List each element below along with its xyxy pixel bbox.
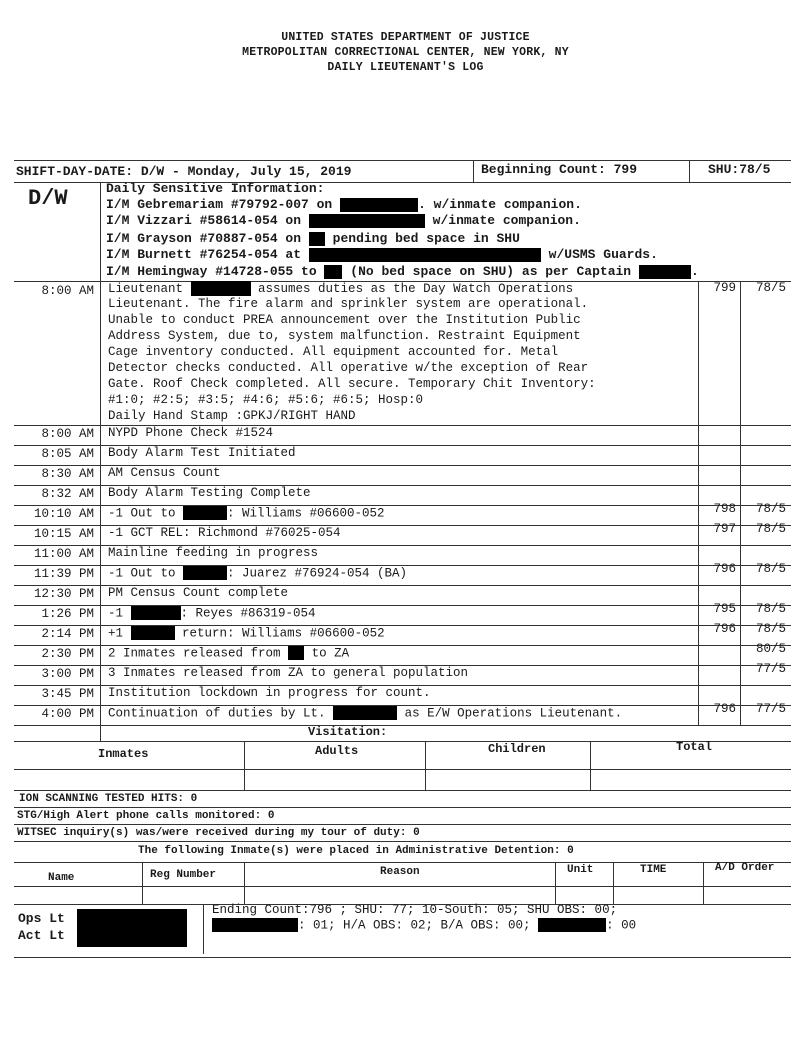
entry-count: 797 [713, 522, 736, 536]
visitation-inmates: Inmates [98, 747, 149, 761]
entry-time: 10:15 AM [33, 527, 94, 541]
shift-day-date: SHIFT-DAY-DATE: D/W - Monday, July 15, 2019 [16, 164, 352, 179]
visitation-children: Children [488, 742, 546, 756]
divider [689, 160, 690, 182]
entry-text: Unable to conduct PREA announcement over the Institution Public [108, 313, 581, 327]
redaction [183, 506, 227, 520]
col-reason: Reason [380, 866, 420, 878]
entry-shu: 77/5 [755, 662, 786, 676]
entry-count: 796 [713, 702, 736, 716]
entry-text: Mainline feeding in progress [108, 546, 319, 560]
sensitive-line-2: I/M Vizzari #58614-054 on w/inmate companion. [106, 213, 581, 228]
entry-text: Lieutenant. The fire alarm and sprinkler system are operational. [108, 297, 589, 311]
entry-text: 3 Inmates released from ZA to general population [108, 666, 469, 680]
entry-time: 8:00 AM [41, 427, 94, 441]
witsec: WITSEC inquiry(s) was/were received during my tour of duty: 0 [17, 827, 420, 839]
entry-text: AM Census Count [108, 466, 221, 480]
redaction [183, 566, 227, 580]
divider [555, 862, 556, 904]
entry-time: 10:10 AM [33, 507, 94, 521]
redaction [131, 626, 175, 640]
entry-time: 11:39 PM [33, 567, 94, 581]
redaction [639, 265, 691, 279]
divider [203, 904, 204, 954]
department-title: UNITED STATES DEPARTMENT OF JUSTICE [281, 31, 530, 44]
redaction [191, 281, 251, 296]
entry-text: Detector checks conducted. All operative w/the exception of Rear [108, 361, 589, 375]
entry-text: -1 : Reyes #86319-054 [108, 606, 316, 621]
beginning-count: Beginning Count: 799 [481, 162, 638, 177]
entry-time: 11:00 AM [33, 547, 94, 561]
redaction [212, 918, 298, 932]
divider [14, 807, 791, 808]
shift-code: D/W [28, 186, 68, 211]
entry-time: 8:00 AM [41, 284, 94, 298]
sensitive-line-3: I/M Grayson #70887-054 on pending bed space in SHU [106, 231, 520, 246]
redaction [309, 232, 325, 246]
entry-time: 8:32 AM [41, 487, 94, 501]
entry-text: Body Alarm Test Initiated [108, 446, 296, 460]
entry-time: 3:00 PM [41, 667, 94, 681]
divider [590, 741, 591, 791]
entry-text: Body Alarm Testing Complete [108, 486, 311, 500]
divider [14, 769, 791, 770]
entry-time: 3:45 PM [41, 687, 94, 701]
divider [244, 741, 245, 791]
entry-text: Gate. Roof Check completed. All secure. Temporary Chit Inventory: [108, 377, 596, 391]
entry-count: 799 [713, 281, 736, 295]
entry-count: 798 [713, 502, 736, 516]
sensitive-title: Daily Sensitive Information: [106, 181, 325, 196]
col-time: TIME [640, 864, 667, 876]
sensitive-line-4: I/M Burnett #76254-054 at w/USMS Guards. [106, 247, 658, 262]
redaction [309, 214, 425, 228]
divider [740, 281, 741, 725]
entry-text: Cage inventory conducted. All equipment accounted for. Metal [108, 345, 559, 359]
divider [473, 160, 474, 182]
ending-count: Ending Count:796 ; SHU: 77; 10-South: 05; SHU OBS: 00; [212, 903, 618, 917]
divider [14, 824, 791, 825]
entry-text: Institution lockdown in progress for count. [108, 686, 431, 700]
redaction [340, 198, 418, 212]
log-title: DAILY LIEUTENANT'S LOG [327, 61, 484, 74]
redaction [324, 265, 342, 279]
entry-time: 2:30 PM [41, 647, 94, 661]
divider [14, 160, 791, 161]
redaction [309, 248, 541, 262]
stg-calls: STG/High Alert phone calls monitored: 0 [17, 810, 275, 822]
divider [613, 862, 614, 904]
center-title: METROPOLITAN CORRECTIONAL CENTER, NEW YORK, NY [242, 46, 569, 59]
redaction [538, 918, 606, 932]
sensitive-line-1: I/M Gebremariam #79792-007 on . w/inmate companion. [106, 197, 582, 212]
divider [14, 957, 791, 958]
entry-text: -1 GCT REL: Richmond #76025-054 [108, 526, 341, 540]
entry-text: NYPD Phone Check #1524 [108, 426, 274, 440]
visitation-adults: Adults [315, 744, 359, 758]
entry-text: -1 Out to : Williams #06600-052 [108, 506, 385, 521]
entry-count: 795 [713, 602, 736, 616]
entry-shu: 78/5 [755, 602, 786, 616]
divider [14, 886, 791, 887]
sensitive-line-5: I/M Hemingway #14728-055 to (No bed space on SHU) as per Captain . [106, 264, 699, 279]
divider [703, 862, 704, 904]
entry-shu: 78/5 [755, 502, 786, 516]
entry-text: Daily Hand Stamp :GPKJ/RIGHT HAND [108, 409, 356, 423]
entry-time: 8:30 AM [41, 467, 94, 481]
entry-count: 796 [713, 562, 736, 576]
entry-count: 796 [713, 622, 736, 636]
entry-time: 2:14 PM [41, 627, 94, 641]
divider [14, 790, 791, 791]
divider [14, 741, 791, 742]
divider [14, 725, 791, 726]
entry-text: Lieutenant assumes duties as the Day Watch Operations [108, 281, 574, 296]
entry-time: 8:05 AM [41, 447, 94, 461]
redaction [288, 646, 304, 660]
col-order: A/D Order [715, 862, 775, 874]
admin-detention-title: The following Inmate(s) were placed in Administrative Detention: 0 [138, 845, 574, 857]
ending-count-detail: : 01; H/A OBS: 02; B/A OBS: 00; : 00 [212, 918, 636, 932]
redaction [131, 606, 181, 620]
divider [244, 862, 245, 904]
divider [14, 862, 791, 863]
act-lt-label: Act Lt [18, 928, 65, 943]
shu-count: SHU:78/5 [708, 162, 771, 177]
entry-shu: 78/5 [755, 562, 786, 576]
col-unit: Unit [567, 864, 594, 876]
entry-shu: 77/5 [755, 702, 786, 716]
redaction [77, 909, 187, 947]
entry-shu: 80/5 [755, 642, 786, 656]
redaction [333, 706, 397, 720]
entry-text: +1 return: Williams #06600-052 [108, 626, 385, 641]
entry-text: Address System, due to, system malfunction. Restraint Equipment [108, 329, 581, 343]
divider [142, 862, 143, 904]
ops-lt-label: Ops Lt [18, 911, 65, 926]
col-reg: Reg Number [150, 869, 217, 881]
entry-shu: 78/5 [755, 281, 786, 295]
divider [14, 841, 791, 842]
divider [425, 741, 426, 791]
divider [100, 182, 101, 742]
entry-text: #1:0; #2:5; #3:5; #4:6; #5:6; #6:5; Hosp:0 [108, 393, 424, 407]
ion-scanning: ION SCANNING TESTED HITS: 0 [19, 793, 198, 805]
divider [698, 281, 699, 725]
entry-shu: 78/5 [755, 522, 786, 536]
entry-text: -1 Out to : Juarez #76924-054 (BA) [108, 566, 408, 581]
entry-time: 1:26 PM [41, 607, 94, 621]
visitation-title: Visitation: [308, 725, 388, 739]
entry-time: 12:30 PM [33, 587, 94, 601]
entry-text: Continuation of duties by Lt. as E/W Operations Lieutenant. [108, 706, 623, 721]
entry-shu: 78/5 [755, 622, 786, 636]
entry-text: PM Census Count complete [108, 586, 289, 600]
entry-time: 4:00 PM [41, 707, 94, 721]
col-name: Name [48, 872, 75, 884]
entry-text: 2 Inmates released from to ZA [108, 646, 350, 661]
visitation-total: Total [676, 740, 713, 754]
